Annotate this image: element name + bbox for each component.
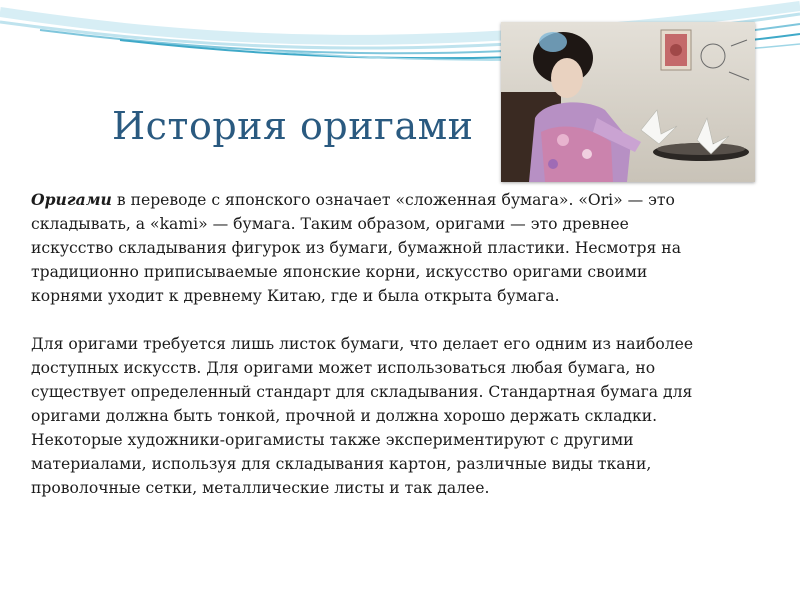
paragraph-intro-text: в переводе с японского означает «сложенная бумага». «Ori» — это складывать, а «kami» — бумага. Таким образом, оригами — это древнее искусство складывания фигурок из бумаги, бумажной пластики. Несмотря на традиционно приписываемые японские корни, искусство оригами своими корнями уходит к древнему Китаю, где и была открыта бумага. — [31, 191, 681, 305]
geisha-origami-image — [501, 22, 755, 182]
paragraph-materials: Для оригами требуется лишь листок бумаги, что делает его одним из наиболее доступных искусств. Для оригами может использоваться любая бумага, но существует определенный стандарт для складывания. Стандартная бумага для оригами должна быть тонкой, прочной и должна хорошо держать складки. Некоторые художники-оригамисты также экспериментируют с другими материалами, используя для складывания картон, различные виды ткани, проволочные сетки, металлические листы и так далее. — [31, 335, 694, 497]
lead-term: Оригами — [31, 190, 112, 209]
paragraph-intro — [31, 188, 711, 308]
slide-title: История оригами — [112, 104, 474, 148]
body-text — [31, 188, 711, 500]
vintage-photo — [501, 22, 755, 182]
